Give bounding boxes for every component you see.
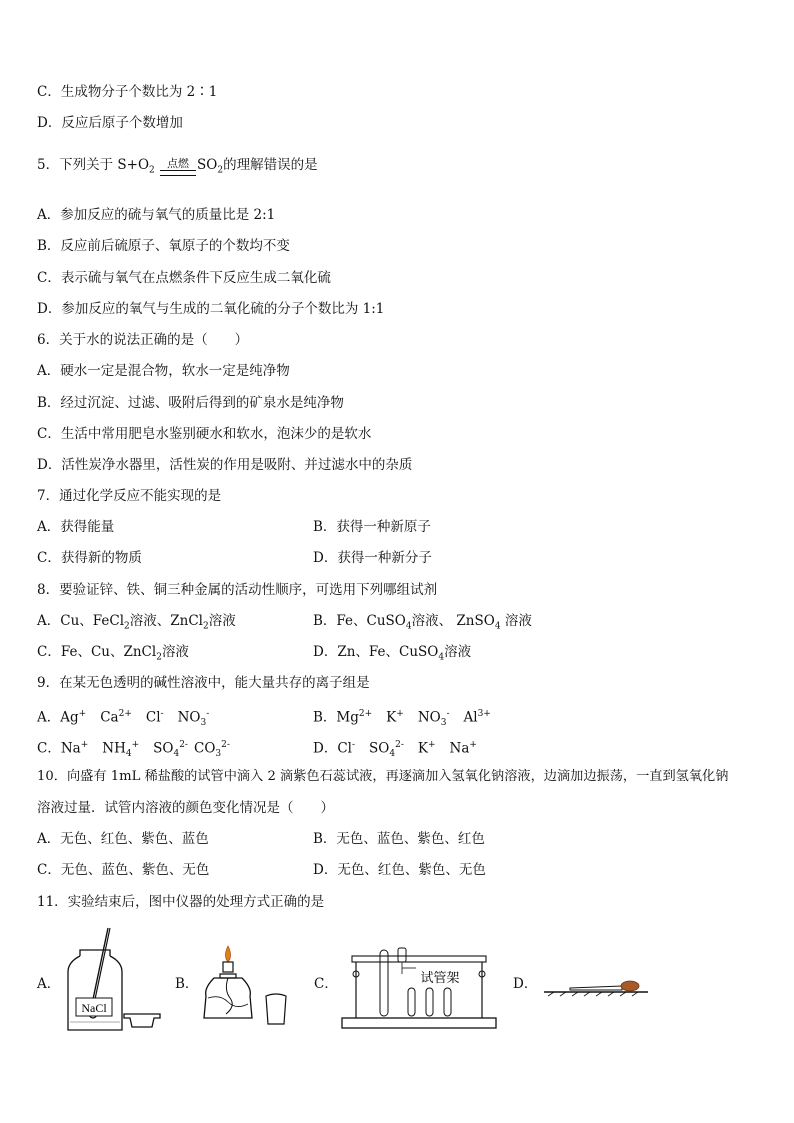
q9-option-c xyxy=(37,736,230,763)
subscript: 4 xyxy=(389,749,396,760)
charge: - xyxy=(160,709,164,719)
charge: + xyxy=(469,740,477,750)
q8b-sub2: 4 xyxy=(494,621,501,632)
ion-ag: Ag xyxy=(60,709,79,726)
ion-mg: Mg xyxy=(336,709,359,726)
ion-ca: Ca xyxy=(100,709,119,726)
q7-stem: 7．通过化学反应不能实现的是 xyxy=(37,488,222,504)
subscript: 3 xyxy=(200,718,207,729)
q10-option-c: C．无色、蓝色、紫色、无色 xyxy=(37,862,210,878)
ion-cl: Cl xyxy=(145,709,161,726)
q9d-label: D． xyxy=(313,740,338,757)
ion-co3: CO xyxy=(193,740,216,757)
q8b-part3: 溶液 xyxy=(500,613,532,629)
alcohol-lamp-figure xyxy=(200,940,296,1028)
q8-option-a xyxy=(37,612,236,636)
ion-so4: SO xyxy=(369,740,390,757)
subscript: 3 xyxy=(440,718,447,729)
q8a-sub1: 2 xyxy=(124,621,130,632)
charge: + xyxy=(427,740,436,750)
q11-option-b-label: B． xyxy=(175,976,199,992)
charge: - xyxy=(206,709,210,719)
so2-subscript: 2 xyxy=(217,165,224,176)
q9-option-b xyxy=(313,705,491,732)
dropper-on-table-figure xyxy=(540,972,652,998)
q11-option-a-label: A． xyxy=(37,976,61,992)
q8b-part1: B．Fe、CuSO xyxy=(313,613,406,629)
q8a-part1: A．Cu、FeCl xyxy=(37,613,125,629)
q5-stem-pre: 5．下列关于 S+O xyxy=(37,157,150,173)
q7-option-c: C．获得新的物质 xyxy=(37,550,142,566)
q8c-part1: C．Fe、Cu、ZnCl xyxy=(37,644,157,660)
ion-k: K xyxy=(386,709,397,726)
q6-stem: 6．关于水的说法正确的是（ ） xyxy=(37,332,249,348)
equals-bars xyxy=(160,170,196,176)
q7-option-a: A．获得能量 xyxy=(37,519,115,535)
charge: + xyxy=(131,740,140,750)
ion-nh4: NH xyxy=(102,740,126,757)
o2-subscript: 2 xyxy=(149,165,155,176)
charge: 2- xyxy=(395,740,404,750)
q11-option-d-label: D． xyxy=(513,976,538,992)
q9b-label: B． xyxy=(313,709,337,726)
q6-option-c: C．生活中常用肥皂水鉴别硬水和软水，泡沫少的是软水 xyxy=(37,426,372,442)
q9c-label: C． xyxy=(37,740,61,757)
ion-na: Na xyxy=(449,740,470,757)
q5-stem-post: 的理解错误的是 xyxy=(223,157,318,173)
q8b-part2: 溶液、 ZnSO xyxy=(411,613,495,629)
q8d-part2: 溶液 xyxy=(444,644,472,660)
charge: 2- xyxy=(221,740,230,750)
ion-al: Al xyxy=(463,709,478,726)
q9-option-a xyxy=(37,705,209,732)
q5-option-c: C．表示硫与氧气在点燃条件下反应生成二氧化硫 xyxy=(37,270,331,286)
charge: - xyxy=(351,740,356,750)
subscript: 3 xyxy=(215,749,222,760)
test-tube-rack-figure xyxy=(340,944,500,1032)
q10-stem-line1: 10．向盛有 1mL 稀盐酸的试管中滴入 2 滴紫色石蕊试液，再逐滴加入氢氧化钠溶液，边滴加边振荡，一直到氢氧化钠 xyxy=(37,769,729,784)
q10-stem-line2: 溶液过量．试管内溶液的颜色变化情况是（ ） xyxy=(37,800,334,816)
charge: 2+ xyxy=(118,709,132,719)
ion-k: K xyxy=(417,740,428,757)
q6-option-b: B．经过沉淀、过滤、吸附后得到的矿泉水是纯净物 xyxy=(37,395,344,411)
q7-option-d: D．获得一种新分子 xyxy=(313,550,432,566)
q10-option-b: B．无色、蓝色、紫色、红色 xyxy=(313,831,485,847)
q6-option-a: A．硬水一定是混合物，软水一定是纯净物 xyxy=(37,363,290,379)
q8b-sub1: 4 xyxy=(405,621,412,632)
q5-stem xyxy=(37,156,318,180)
q9-stem: 9．在某无色透明的碱性溶液中，能大量共存的离子组是 xyxy=(37,675,370,691)
q11-option-c-label: C． xyxy=(314,976,338,992)
q8d-part1: D．Zn、Fe、CuSO xyxy=(313,644,439,660)
charge: + xyxy=(80,740,89,750)
rack-label: 试管架 xyxy=(420,971,460,986)
charge: - xyxy=(446,709,450,719)
charge: 2- xyxy=(179,740,188,750)
q8d-sub: 4 xyxy=(438,652,445,663)
reaction-arrow xyxy=(160,158,196,180)
q5-product: SO xyxy=(197,157,218,173)
nacl-label: NaCl xyxy=(81,1001,107,1015)
q7-option-b: B．获得一种新原子 xyxy=(313,519,431,535)
q5-option-a: A．参加反应的硫与氧气的质量比是 2:1 xyxy=(37,207,276,223)
q8-option-d xyxy=(313,643,471,667)
ion-cl: Cl xyxy=(337,740,352,757)
q8c-part2: 溶液 xyxy=(161,644,189,660)
q9-option-d xyxy=(313,736,477,763)
subscript: 4 xyxy=(125,749,132,760)
q8-option-c xyxy=(37,643,189,667)
q4-option-c: C．生成物分子个数比为 2∶1 xyxy=(37,84,218,100)
reaction-condition: 点燃 xyxy=(167,156,190,170)
q9a-label: A． xyxy=(37,709,61,726)
q5-option-d: D．参加反应的氧气与生成的二氧化硫的分子个数比为 1:1 xyxy=(37,301,385,317)
q10-option-a: A．无色、红色、紫色、蓝色 xyxy=(37,831,209,847)
ion-so4: SO xyxy=(153,740,174,757)
q5-option-b: B．反应前后硫原子、氧原子的个数均不变 xyxy=(37,238,290,254)
ion-no3: NO xyxy=(177,709,201,726)
q8a-part3: 溶液 xyxy=(208,613,236,629)
q8a-part2: 溶液、ZnCl xyxy=(129,613,204,629)
charge: 2+ xyxy=(358,709,373,719)
charge: + xyxy=(78,709,87,719)
q10-option-d: D．无色、红色、紫色、无色 xyxy=(313,862,486,878)
reagent-bottle-figure xyxy=(62,926,166,1034)
q8c-sub: 2 xyxy=(156,652,162,663)
q8-option-b xyxy=(313,612,532,636)
ion-na: Na xyxy=(60,740,81,757)
q8-stem: 8．要验证锌、铁、铜三种金属的活动性顺序，可选用下列哪组试剂 xyxy=(37,582,438,598)
subscript: 4 xyxy=(173,749,180,760)
ion-no3: NO xyxy=(417,709,441,726)
charge: + xyxy=(396,709,404,719)
q6-option-d: D．活性炭净水器里，活性炭的作用是吸附、并过滤水中的杂质 xyxy=(37,457,413,473)
charge: 3+ xyxy=(477,709,491,719)
q11-stem: 11．实验结束后，图中仪器的处理方式正确的是 xyxy=(37,894,325,910)
q4-option-d: D．反应后原子个数增加 xyxy=(37,115,183,131)
q8a-sub2: 2 xyxy=(203,621,209,632)
